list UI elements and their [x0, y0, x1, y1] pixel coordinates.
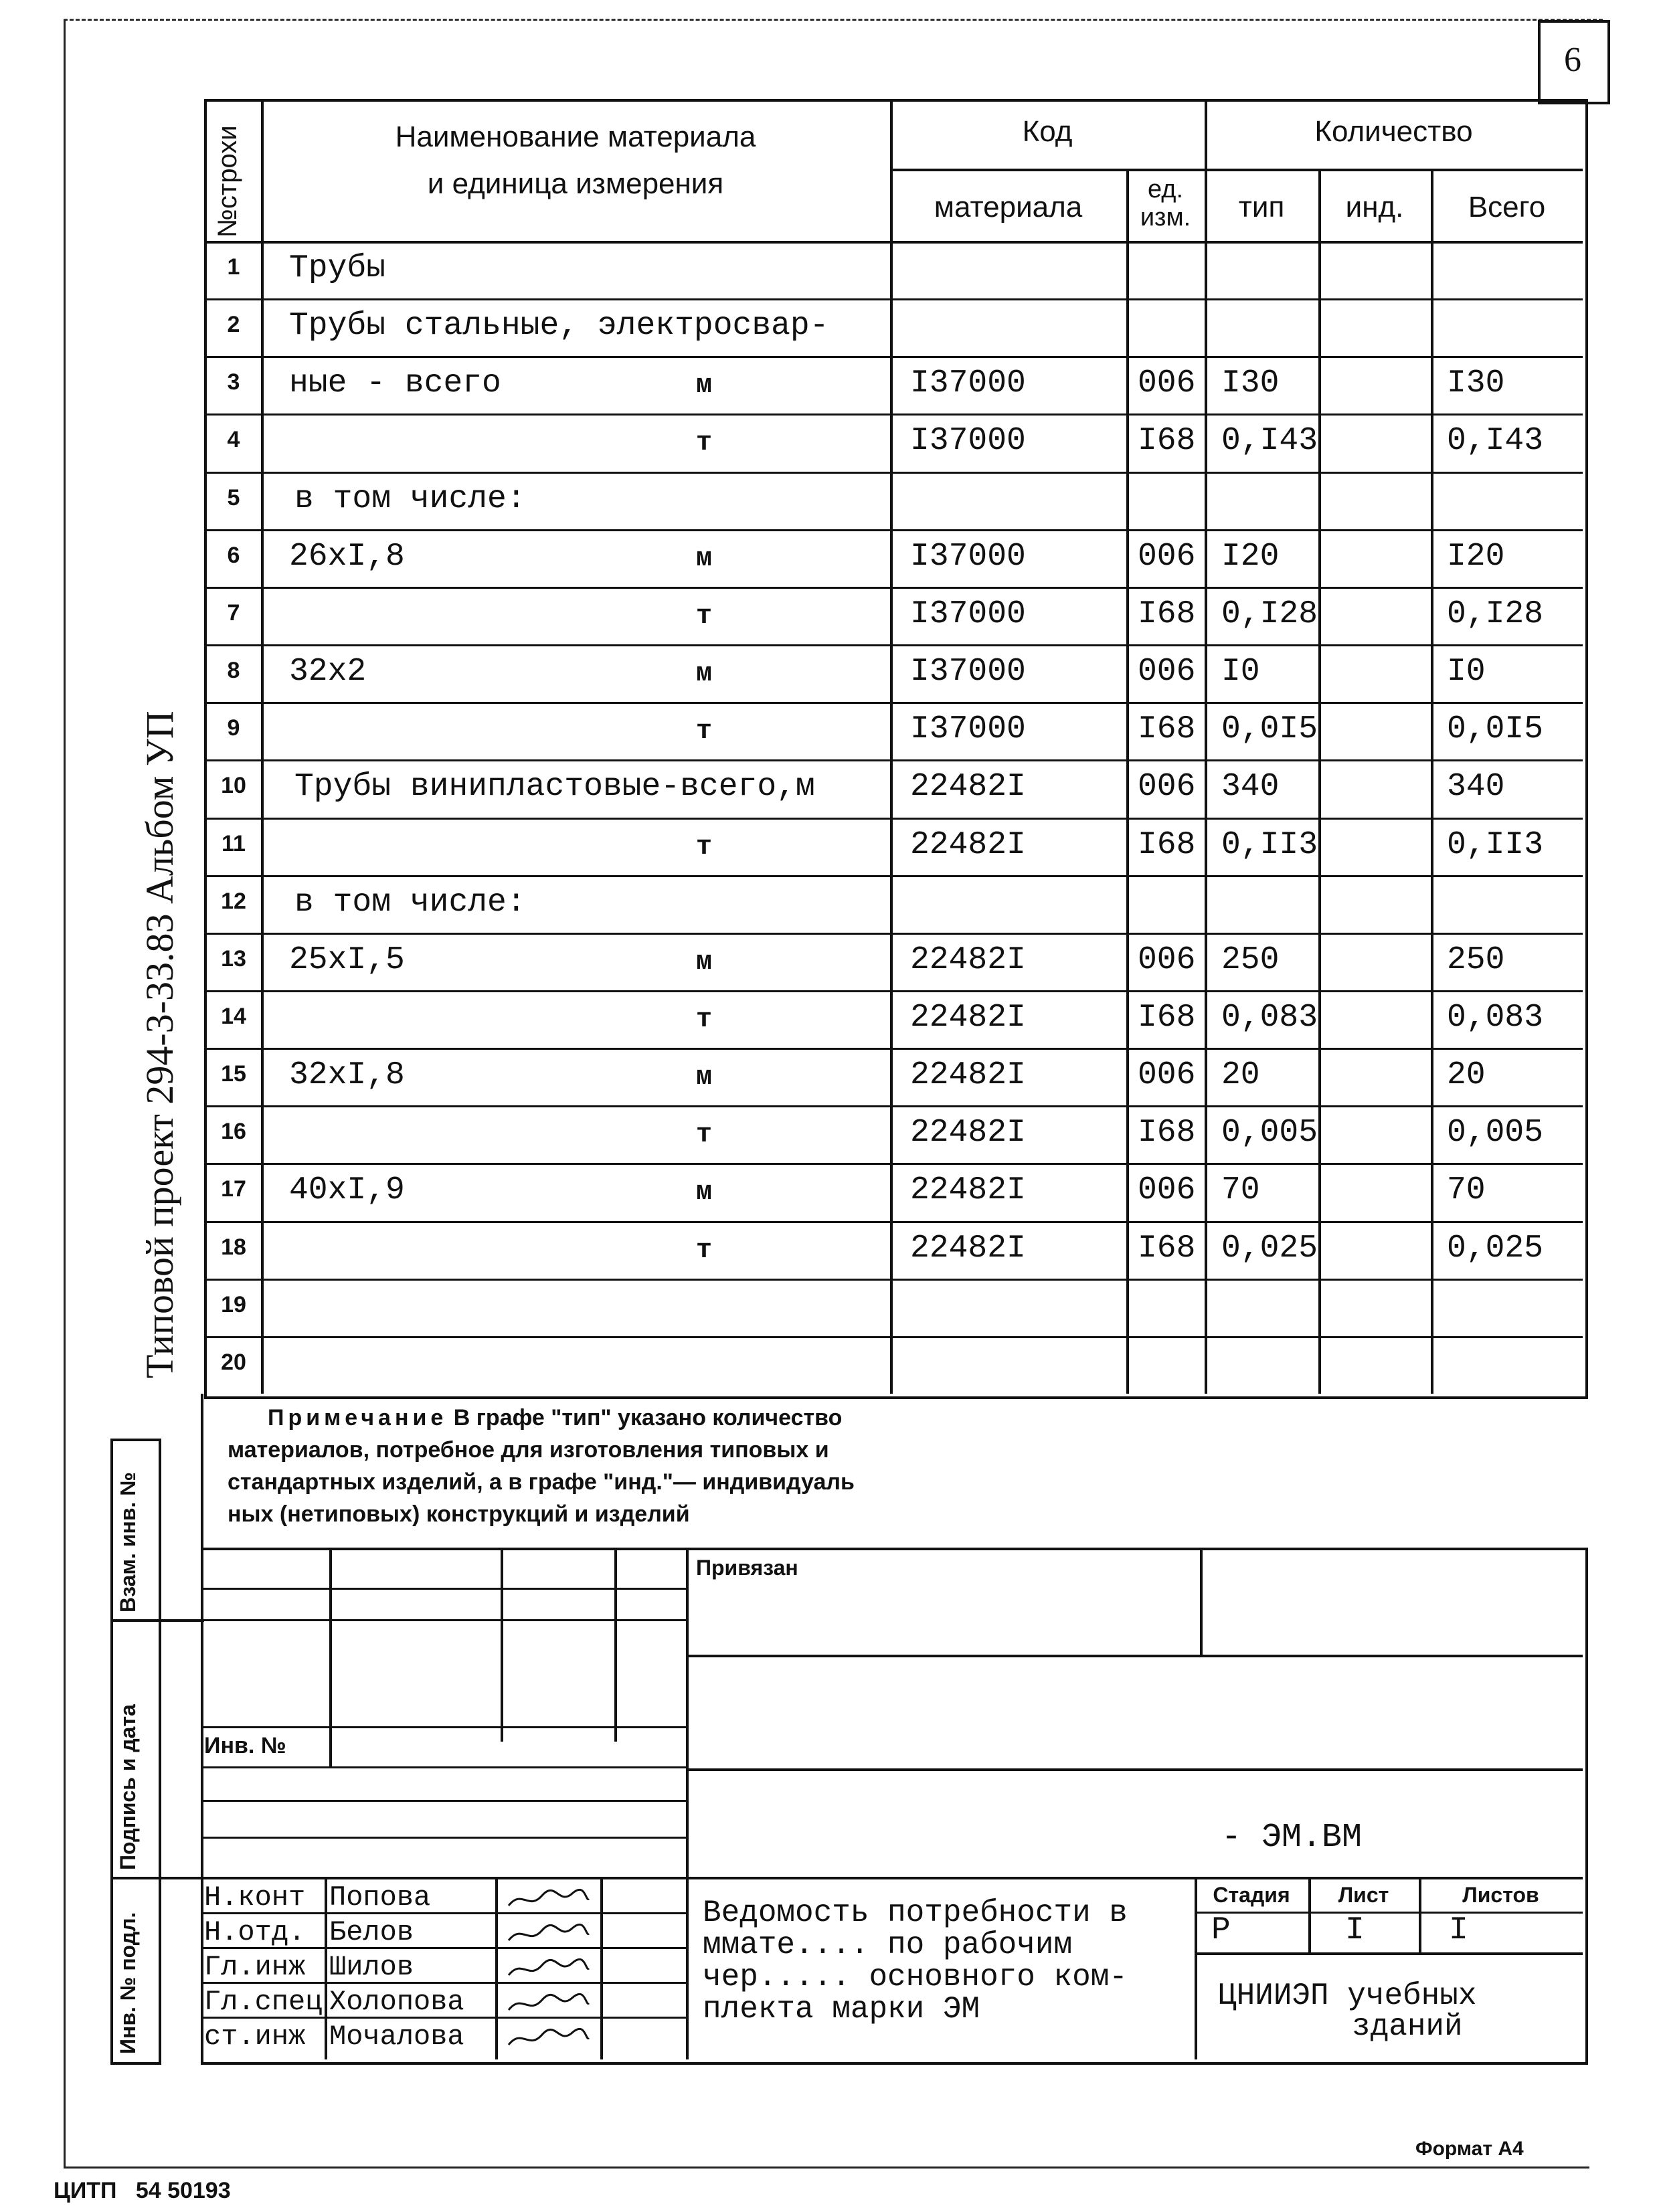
row-divider	[204, 356, 1583, 358]
row-divider	[204, 1336, 1583, 1338]
row-name: Трубы винипластовые-всего,м	[294, 769, 815, 805]
stage-value: Р	[1211, 1912, 1231, 1948]
signature-mark	[505, 1920, 592, 1947]
col-sep-unit	[1205, 99, 1207, 1394]
header-unit-l1: ед.	[1147, 175, 1184, 203]
row-code: 22482I	[910, 942, 1026, 978]
signer-name: Белов	[329, 1916, 414, 1948]
left-stamp-sep1	[110, 1619, 204, 1622]
row-name: Трубы стальные, электросвар-	[289, 308, 829, 344]
tb-h5	[201, 1766, 686, 1768]
signer-divider	[201, 1912, 686, 1914]
row-unit-letter: т	[696, 832, 713, 862]
stage-h2	[1195, 1952, 1583, 1955]
signer-role: Н.отд.	[204, 1916, 306, 1948]
row-total: 20	[1447, 1057, 1486, 1093]
sheet-title-l1: Ведомость потребности в	[703, 1896, 1128, 1930]
header-unit	[1126, 175, 1205, 232]
signer-role: Гл.спец	[204, 1986, 323, 2018]
tb-v4	[686, 1548, 689, 2059]
note	[228, 1402, 1031, 1530]
row-name: в том числе:	[294, 885, 526, 921]
row-divider	[204, 1048, 1583, 1050]
tb-h1	[201, 1588, 686, 1590]
row-total: I0	[1447, 654, 1486, 690]
sheet-label: Лист	[1338, 1883, 1389, 1907]
row-code: 22482I	[910, 1057, 1026, 1093]
row-unit: I68	[1138, 1000, 1196, 1036]
row-name: ные - всего	[289, 365, 501, 401]
inv-podl-label: Инв. № подл.	[116, 1912, 140, 2054]
row-typ: 20	[1221, 1057, 1260, 1093]
row-name: 32xI,8	[289, 1057, 405, 1093]
org-line2: зданий	[1352, 2009, 1463, 2044]
row-typ: 0,083	[1221, 1000, 1318, 1036]
signature-mark	[505, 1955, 592, 1982]
tb-h2	[201, 1619, 686, 1621]
tb-v1	[329, 1548, 332, 1768]
row-code: 22482I	[910, 827, 1026, 863]
row-divider	[204, 644, 1583, 646]
sheet-value: I	[1345, 1912, 1365, 1948]
row-divider	[204, 529, 1583, 531]
page-number: 6	[1564, 41, 1581, 79]
row-unit-letter: т	[696, 1120, 713, 1150]
row-number: 17	[221, 1176, 246, 1202]
header-unit-l2: изм.	[1140, 203, 1191, 232]
row-number: 2	[227, 312, 240, 337]
row-divider	[204, 413, 1583, 416]
signature-mark	[505, 1990, 592, 2017]
row-unit-letter: м	[696, 659, 713, 689]
row-number: 19	[221, 1292, 246, 1317]
tb-v3	[614, 1548, 617, 1742]
row-name: 26xI,8	[289, 539, 405, 575]
row-unit: I68	[1138, 423, 1196, 459]
row-divider	[204, 818, 1583, 820]
row-total: 70	[1447, 1172, 1486, 1208]
row-unit-letter: м	[696, 371, 713, 401]
header-total: Всего	[1468, 191, 1546, 223]
row-code: 22482I	[910, 1115, 1026, 1151]
row-name: 25xI,5	[289, 942, 405, 978]
tb-h6	[201, 1800, 686, 1802]
row-typ: 0,025	[1221, 1230, 1318, 1267]
signer-v3	[600, 1877, 603, 2059]
col-sep-name	[890, 99, 893, 1394]
footer-code: ЦИТП 54 50193	[54, 2178, 231, 2203]
row-divider	[204, 702, 1583, 704]
row-divider	[204, 1279, 1583, 1281]
sheets-label: Листов	[1462, 1883, 1539, 1907]
row-code: I37000	[910, 539, 1026, 575]
signer-v1	[325, 1877, 327, 2059]
row-typ: 0,I28	[1221, 596, 1318, 632]
bottom-edge-line	[64, 2167, 1589, 2169]
row-unit-letter: т	[696, 1005, 713, 1035]
row-number: 16	[221, 1119, 246, 1144]
col-sep-code	[1126, 169, 1129, 1394]
sheet-title-l3: чер..... основного ком-	[703, 1960, 1128, 1995]
note-line2: материалов, потребное для изготовления типовых и	[228, 1437, 829, 1463]
row-total: 0,II3	[1447, 827, 1544, 863]
row-unit: I68	[1138, 1115, 1196, 1151]
row-divider	[204, 990, 1583, 992]
row-divider	[204, 587, 1583, 589]
vzam-inv-label: Взам. инв. №	[116, 1472, 140, 1612]
row-number: 1	[227, 254, 240, 280]
sheet-title-l4: плекта марки ЭМ	[703, 1992, 980, 2027]
header-ind: инд.	[1345, 191, 1404, 223]
header-bottom-line	[204, 241, 1583, 244]
row-number: 12	[221, 889, 246, 914]
signer-divider	[201, 1947, 686, 1949]
row-divider	[204, 298, 1583, 300]
row-unit: I68	[1138, 711, 1196, 747]
row-divider	[204, 933, 1583, 935]
stage-label: Стадия	[1213, 1883, 1290, 1907]
note-lead: Примечание	[268, 1405, 448, 1431]
tb-h3	[686, 1655, 1583, 1657]
row-code: I37000	[910, 596, 1026, 632]
col-sep-ind	[1431, 169, 1433, 1394]
row-code: 22482I	[910, 1172, 1026, 1208]
row-unit-letter: т	[696, 428, 713, 458]
signer-role: ст.инж	[204, 2021, 306, 2053]
row-divider	[204, 472, 1583, 474]
note-line1: В графе "тип" указано количество	[447, 1405, 843, 1431]
row-number: 8	[227, 658, 240, 683]
row-unit: 006	[1138, 1057, 1196, 1093]
row-name: Трубы	[289, 250, 386, 286]
row-unit: 006	[1138, 539, 1196, 575]
row-unit-letter: м	[696, 1063, 713, 1093]
header-row-no: №строхи	[213, 125, 242, 238]
org-line1: ЦНИИЭП учебных	[1218, 1978, 1477, 2013]
row-number: 18	[221, 1234, 246, 1260]
header-name-line1: Наименование материала	[395, 120, 756, 153]
signer-role: Гл.инж	[204, 1951, 306, 1983]
row-number: 13	[221, 946, 246, 972]
organization	[1218, 1980, 1476, 2042]
row-code: I37000	[910, 654, 1026, 690]
row-total: 340	[1447, 769, 1505, 805]
header-qty: Количество	[1314, 115, 1473, 148]
row-unit-letter: т	[696, 602, 713, 632]
left-stamp-sep2	[110, 1877, 204, 1879]
row-total: 0,I28	[1447, 596, 1544, 632]
row-total: 0,025	[1447, 1230, 1544, 1267]
tb-h7	[201, 1837, 686, 1839]
row-code: 22482I	[910, 1000, 1026, 1036]
signer-divider	[201, 1982, 686, 1984]
row-unit-letter: м	[696, 1178, 713, 1208]
row-unit: 006	[1138, 1172, 1196, 1208]
row-unit: 006	[1138, 365, 1196, 401]
row-total: 0,0I5	[1447, 711, 1544, 747]
header-material: материала	[934, 191, 1083, 223]
row-divider	[204, 1221, 1583, 1223]
side-stamp: Типовой проект 294-3-33.83 Альбом УП	[138, 711, 181, 1378]
row-code: 22482I	[910, 769, 1026, 805]
stage-h1	[1195, 1912, 1583, 1914]
row-divider	[204, 1105, 1583, 1107]
row-number: 11	[222, 831, 246, 856]
row-total: 0,083	[1447, 1000, 1544, 1036]
row-divider	[204, 759, 1583, 761]
row-code: I37000	[910, 423, 1026, 459]
row-typ: 0,II3	[1221, 827, 1318, 863]
signer-name: Попова	[329, 1881, 431, 1914]
row-typ: 70	[1221, 1172, 1260, 1208]
row-divider	[204, 875, 1583, 877]
tb-h8	[686, 1768, 1583, 1771]
row-typ: I20	[1221, 539, 1280, 575]
row-unit-letter: м	[696, 947, 713, 978]
row-unit: 006	[1138, 654, 1196, 690]
header-typ: тип	[1238, 191, 1285, 223]
row-unit-letter: т	[696, 717, 713, 747]
tb-h9	[201, 1877, 1583, 1879]
signature-mark	[505, 1885, 592, 1912]
row-unit-letter: м	[696, 544, 713, 574]
row-typ: I30	[1221, 365, 1280, 401]
row-total: 0,005	[1447, 1115, 1544, 1151]
privyazan-label: Привязан	[696, 1556, 798, 1580]
signer-name: Шилов	[329, 1951, 414, 1983]
row-total: 0,I43	[1447, 423, 1544, 459]
row-number: 9	[227, 715, 240, 741]
row-typ: 0,I43	[1221, 423, 1318, 459]
row-typ: 250	[1221, 942, 1280, 978]
row-unit: I68	[1138, 827, 1196, 863]
row-number: 14	[221, 1004, 246, 1029]
header-name-line2: и единица измерения	[427, 167, 724, 200]
row-name: в том числе:	[294, 481, 526, 517]
col-sep-typ	[1318, 169, 1321, 1394]
row-name: 32x2	[289, 654, 367, 690]
tb-h4	[201, 1726, 686, 1728]
row-typ: 0,005	[1221, 1115, 1318, 1151]
row-typ: I0	[1221, 654, 1260, 690]
row-unit: I68	[1138, 1230, 1196, 1267]
row-name: 40xI,9	[289, 1172, 405, 1208]
row-total: I30	[1447, 365, 1505, 401]
row-number: 3	[227, 369, 240, 395]
top-edge-line	[64, 19, 1603, 21]
inv-no-label: Инв. №	[204, 1733, 286, 1758]
row-divider	[204, 1163, 1583, 1165]
row-number: 5	[227, 485, 240, 511]
row-unit-letter: т	[696, 1236, 713, 1266]
row-code: I37000	[910, 365, 1026, 401]
row-unit: I68	[1138, 596, 1196, 632]
note-line4: ных (нетиповых) конструкций и изделий	[228, 1501, 690, 1527]
row-number: 20	[221, 1350, 246, 1375]
note-line3: стандартных изделий, а в графе "инд."— индивидуаль	[228, 1469, 855, 1495]
col-sep-rowno	[261, 99, 264, 1394]
row-total: I20	[1447, 539, 1505, 575]
row-typ: 0,0I5	[1221, 711, 1318, 747]
signer-role: Н.конт	[204, 1881, 306, 1914]
row-code: I37000	[910, 711, 1026, 747]
row-number: 15	[221, 1061, 246, 1087]
tb-v2	[501, 1548, 503, 1742]
doc-code: - ЭМ.ВМ	[1221, 1819, 1363, 1857]
signer-divider	[201, 2017, 686, 2019]
signer-name: Холопова	[329, 1986, 464, 2018]
format-label: Формат А4	[1415, 2138, 1524, 2160]
signer-name: Мочалова	[329, 2021, 464, 2053]
row-total: 250	[1447, 942, 1505, 978]
row-number: 10	[221, 773, 246, 798]
sheet-title	[703, 1897, 1128, 2025]
podpis-data-label: Подпись и дата	[116, 1704, 140, 1870]
row-number: 7	[227, 600, 240, 626]
row-code: 22482I	[910, 1230, 1026, 1267]
header-code: Код	[1022, 115, 1073, 148]
row-unit: 006	[1138, 769, 1196, 805]
signer-v2	[495, 1877, 498, 2059]
tb-v5	[1200, 1548, 1203, 1655]
signature-mark	[505, 2025, 592, 2051]
sheets-value: I	[1449, 1912, 1468, 1948]
row-typ: 340	[1221, 769, 1280, 805]
header-mid-line	[890, 169, 1583, 171]
row-number: 4	[227, 427, 240, 452]
row-number: 6	[227, 543, 240, 568]
sheet-title-l2: ммате.... по рабочим	[703, 1928, 1073, 1962]
left-edge-line	[64, 20, 66, 2168]
row-unit: 006	[1138, 942, 1196, 978]
